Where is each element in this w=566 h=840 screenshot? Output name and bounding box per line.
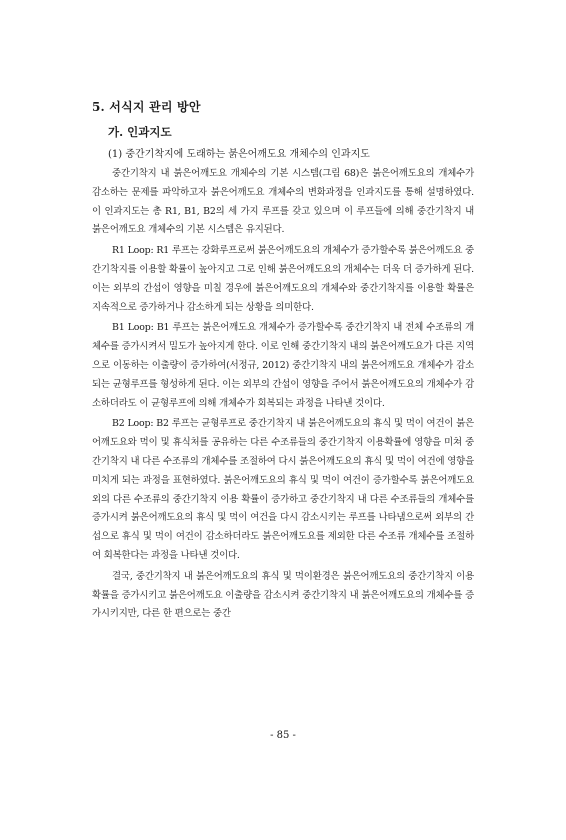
paragraph-r1-loop: R1 Loop: R1 루프는 강화루프로써 붉은어깨도요의 개체수가 증가할수록 붉은어깨도요 중간기착지를 이용할 확률이 높아지고 그로 인해 붉은어깨도요의 개체수는 더욱 더 증가하게 된다. 이는 외부의 간섭이 영향을 미칠 경우에 붉은어깨도요의 개체수와 중간기착지를 이용할 확률은 지속적으로 증가하거나 감소하게 되는 상황을 의미한다. (92, 245, 474, 313)
page-number: - 85 - (270, 730, 296, 741)
paragraph-intro: 중간기착지 내 붉은어깨도요 개체수의 기본 시스템(그림 68)은 붉은어깨도요의 개체수가 감소하는 문제를 파악하고자 붉은어깨도요 개체수의 변화과정을 인과지도를 통해 설명하였다. 이 인과지도는 총 R1, B1, B2의 세 가지 루프를 갖고 있으며 이 루프들에 의해 중간기착지 내 붉은어깨도요 개체수의 기본 시스템은 유지된다. (92, 168, 474, 236)
subsection-heading: 가. 인과지도 (108, 125, 172, 139)
item-heading: (1) 중간기착지에 도래하는 붉은어깨도요 개체수의 인과지도 (108, 149, 370, 160)
paragraph-b1-loop: B1 Loop: B1 루프는 붉은어깨도요 개체수가 증가할수록 중간기착지 내 전체 수조류의 개체수를 증가시켜서 밀도가 높아지게 한다. 이로 인해 중간기착지 내의 붉은어깨도요가 다른 지역으로 이동하는 이출량이 증가하여(서정규, 2012) 중간기착지 내의 붉은어깨도요 개체수가 감소되는 균형루프를 형성하게 된다. 이는 외부의 간섭이 영향을 주어서 붉은어깨도요의 개체수가 감소하더라도 이 균형루프에 의해 개체수가 회복되는 과정을 나타낸 것이다. (92, 322, 474, 409)
body-text (92, 165, 474, 626)
paragraph-conclusion: 결국, 중간기착지 내 붉은어깨도요의 휴식 및 먹이환경은 붉은어깨도요의 중간기착지 이용 확률을 증가시키고 붉은어깨도요 이출량을 감소시켜 중간기착지 내 붉은어깨도요의 개체수를 증가시키지만, 다른 한 편으로는 중간 (92, 570, 474, 620)
section-heading: 5. 서식지 관리 방안 (92, 100, 201, 114)
paragraph-b2-loop: B2 Loop: B2 루프는 균형루프로 중간기착지 내 붉은어깨도요의 휴식 및 먹이 여건이 붉은어깨도요와 먹이 및 휴식처를 공유하는 다른 수조류들의 중간기착지 이용확률에 영향을 미쳐 중간기착지 내 다른 수조류의 개체수를 조절하여 다시 붉은어깨도요의 휴식 및 먹이 여건에 영향을 미치게 되는 과정을 표현하였다. 붉은어깨도요의 휴식 및 먹이 여건이 증가할수록 붉은어깨도요 외의 다른 수조류의 중간기착지 이용 확률이 증가하고 중간기착지 내 다른 수조류들의 개체수를 증가시켜 붉은어깨도요의 휴식 및 먹이 여건을 다시 감소시키는 루프를 나타냄으로써 외부의 간섭으로 휴식 및 먹이 여건이 감소하더라도 붉은어깨도요를 제외한 다른 수조류 개체수를 조절하여 회복한다는 과정을 나타낸 것이다. (92, 418, 474, 561)
